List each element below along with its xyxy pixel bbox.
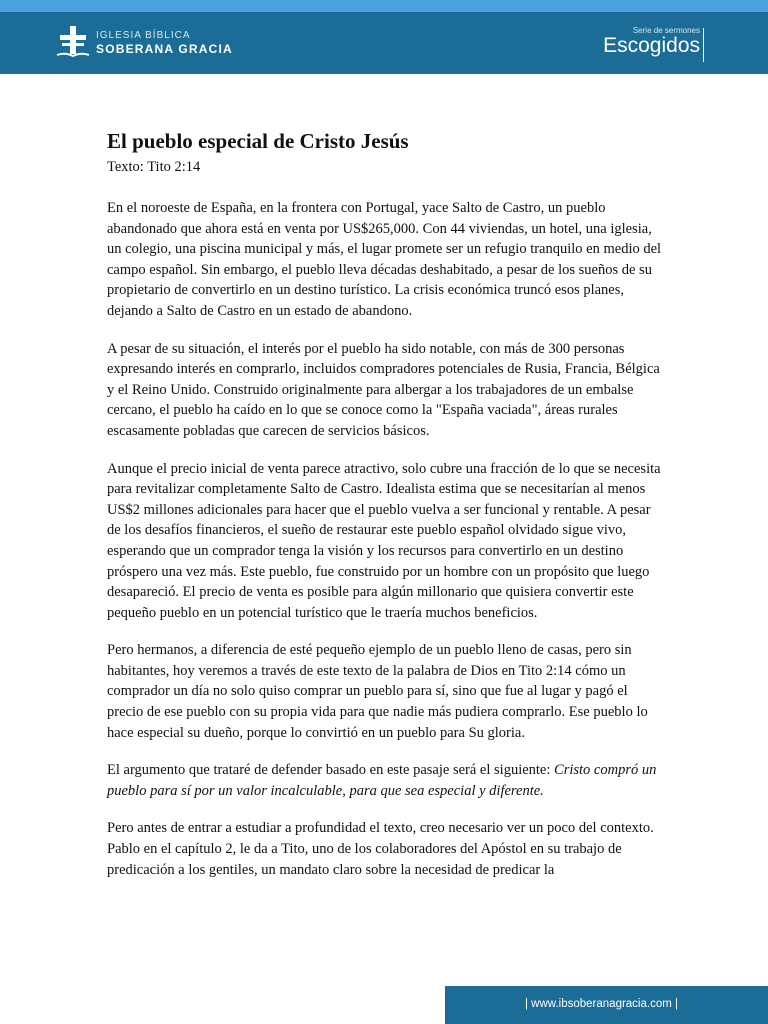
argument-lead: El argumento que trataré de defender basado en este pasaje será el siguiente: [107,762,555,779]
logo-church-name-small: IGLESIA BÍBLICA [96,30,191,41]
top-accent-strip [0,0,768,12]
document-body [107,126,662,897]
logo-church-name: SOBERANA GRACIA [96,42,233,56]
page-footer [445,986,768,1024]
scripture-reference: Texto: Tito 2:14 [107,159,201,175]
website-link[interactable]: | www.ibsoberanagracia.com | [525,998,678,1010]
paragraph-3: Aunque el precio inicial de venta parece atractivo, solo cubre una fracción de lo que se necesita para revitalizar completamente Salto de Castro. Idealista estima que se necesitarían al menos US$2 millones adicionales para hacer que el pueblo vuelva a ser funcional y rentable. A pesar de los desafíos financieros, el sueño de restaurar este pueblo español olvidado sigue vivo, esperando que un comprador tenga la visión y los recursos para convertirlo en un destino próspero una vez más. Este pueblo, fue construido por un hombre con un propósito que luego desapareció. El precio de venta es posible para algún millonario que quisiera convertir este pequeño pueblo en un potencial turístico que le traería muchos beneficios. [107,460,661,621]
sermon-title: El pueblo especial de Cristo Jesús [107,129,409,153]
paragraph-5 [107,760,662,801]
paragraph-4: Pero hermanos, a diferencia de esté pequeño ejemplo de un pueblo lleno de casas, pero sin habitantes, hoy veremos a través de este texto de la palabra de Dios en Tito 2:14 cómo un comprador un día no solo quiso comprar un pueblo para sí, sino que fue al lugar y pagó el precio de ese pueblo con su propia vida para que nadie más pudiera comprarlo. Ese pueblo lo hace especial su dueño, porque lo convirtió en un pueblo para Su gloria. [107,642,648,741]
paragraph-1: En el noroeste de España, en la frontera con Portugal, yace Salto de Castro, un pueblo abandonado que ahora está en venta por US$265,000. Con 44 viviendas, un hotel, una iglesia, un colegio, una piscina municipal y más, el lugar promete ser un refugio tranquilo en medio del campo español. Sin embargo, el pueblo lleva décadas deshabitado, a pesar de los sueños de su propietario de convertirlo en un destino turístico. La crisis económica truncó esos planes, dejando a Salto de Castro en un estado de abandono. [107,200,662,319]
argument-thesis: Cristo compró un pueblo para sí por un valor incalculable, para que sea especial y diferente. [107,762,657,799]
series-divider [703,28,704,62]
paragraph-6: Pero antes de entrar a estudiar a profundidad el texto, creo necesario ver un poco del contexto. Pablo en el capítulo 2, le da a Tito, uno de los colaboradores del Apóstol en su trabajo de predicación a los gentiles, un mandato claro sobre la necesidad de predicar la [107,820,654,878]
paragraph-2: A pesar de su situación, el interés por el pueblo ha sido notable, con más de 300 personas expresando interés en comprarlo, incluidos compradores potenciales de Rusia, Francia, Bélgica y el Reino Unido. Construido originalmente para albergar a los trabajadores de un embalse cercano, el pueblo ha caído en lo que se conoce como la "España vaciada", áreas rurales escasamente pobladas que carecen de servicios básicos. [107,340,660,439]
series-name: Escogidos [603,34,700,57]
page-header [0,12,768,74]
series-caption: Serie de sermones [632,26,700,35]
church-cross-logo-icon [55,24,91,60]
